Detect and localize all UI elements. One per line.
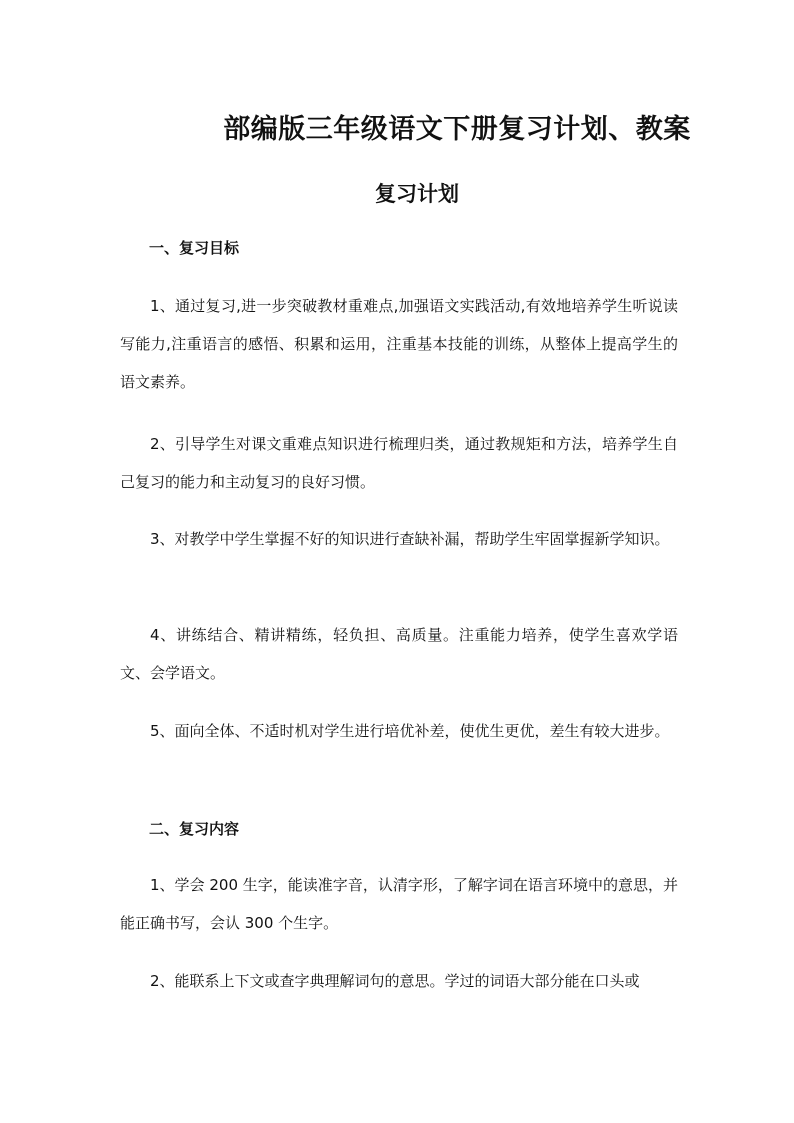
section-heading-review-goals: 一、复习目标 [149, 239, 240, 257]
document-title: 部编版三年级语文下册复习计划、教案 [223, 114, 691, 145]
paragraph-goal-2: 2、引导学生对课文重难点知识进行梳理归类，通过教规矩和方法，培养学生自己复习的能力和主动复习的良好习惯。 [120, 435, 678, 491]
paragraph-goal-1: 1、通过复习,进一步突破教材重难点,加强语文实践活动,有效地培养学生听说读写能力,注重语言的感悟、积累和运用，注重基本技能的训练，从整体上提高学生的语文素养。 [120, 297, 678, 391]
paragraph-content-1: 1、学会 200 生字，能读准字音，认清字形，了解字词在语言环境中的意思，并能正确书写，会认 300 个生字。 [120, 876, 678, 932]
paragraph-goal-3: 3、对教学中学生掌握不好的知识进行查缺补漏，帮助学生牢固掌握新学知识。 [150, 530, 670, 548]
paragraph-content-2: 2、能联系上下文或查字典理解词句的意思。学过的词语大部分能在口头或 [150, 972, 640, 990]
section-heading-review-content: 二、复习内容 [149, 820, 240, 838]
paragraph-goal-5: 5、面向全体、不适时机对学生进行培优补差，使优生更优，差生有较大进步。 [150, 722, 670, 740]
paragraph-goal-4: 4、讲练结合、精讲精练，轻负担、高质量。注重能力培养，使学生喜欢学语文、会学语文。 [120, 626, 678, 682]
document-subtitle: 复习计划 [375, 182, 459, 206]
